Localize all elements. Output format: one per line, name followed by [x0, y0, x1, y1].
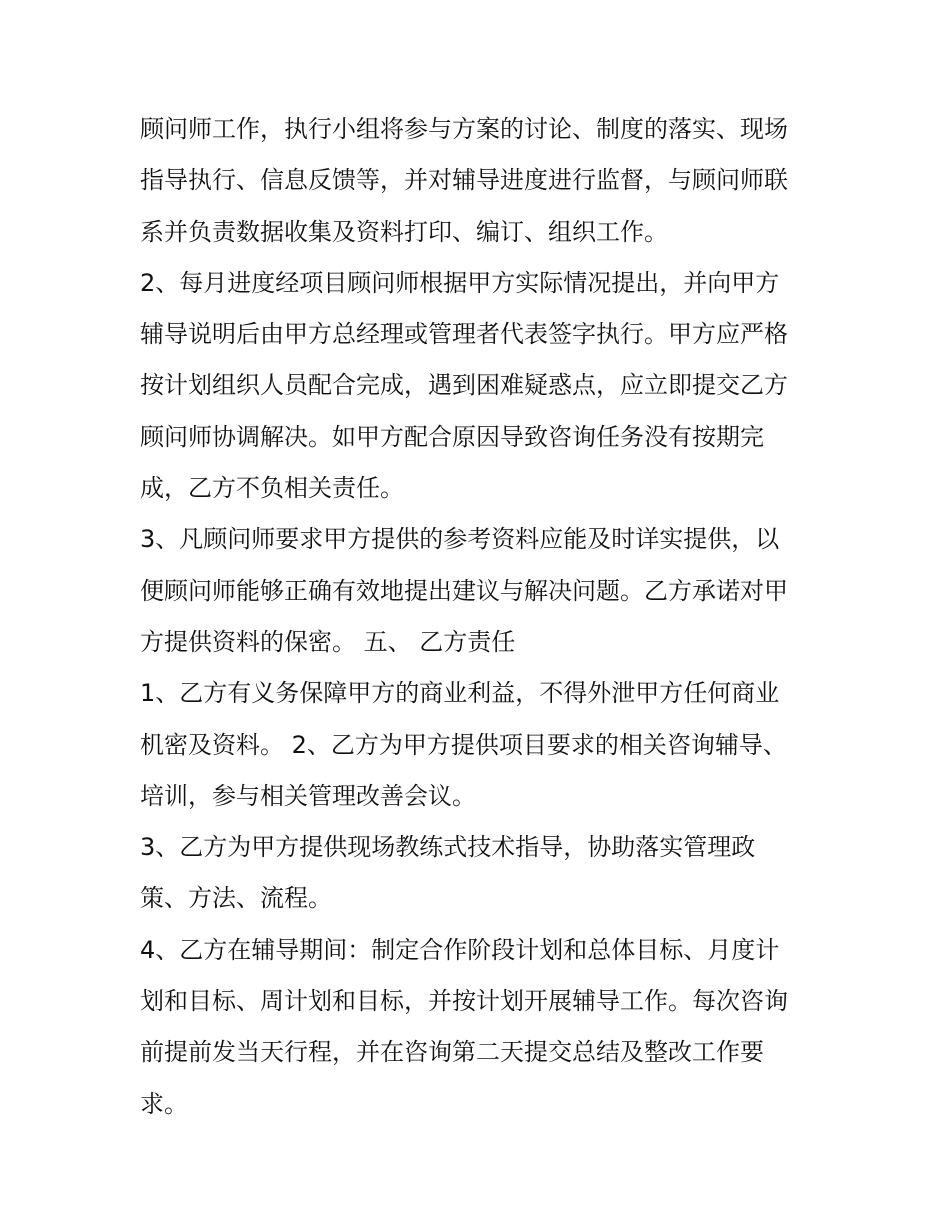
text-line: 机密及资料。 2、乙方为甲方提供项目要求的相关咨询辅导、: [140, 730, 787, 759]
text-line: 按计划组织人员配合完成，遇到困难疑惑点，应立即提交乙方: [140, 371, 788, 400]
text-line: 辅导说明后由甲方总经理或管理者代表签字执行。甲方应严格: [140, 320, 788, 349]
text-line: 成，乙方不负相关责任。: [140, 474, 404, 503]
text-line: 系并负责数据收集及资料打印、编订、组织工作。: [140, 217, 668, 246]
text-line: 2、每月进度经项目顾问师根据甲方实际情况提出，并向甲方: [140, 268, 780, 297]
text-line: 顾问师协调解决。如甲方配合原因导致咨询任务没有按期完: [140, 422, 764, 451]
text-line: 顾问师工作，执行小组将参与方案的讨论、制度的落实、现场: [140, 115, 788, 143]
text-line: 求。: [140, 1089, 188, 1118]
text-line: 划和目标、周计划和目标，并按计划开展辅导工作。每次咨询: [140, 987, 788, 1016]
text-line: 3、乙方为甲方提供现场教练式技术指导，协助落实管理政: [140, 833, 756, 862]
text-line: 4、乙方在辅导期间：制定合作阶段计划和总体目标、月度计: [140, 935, 780, 964]
text-line: 培训，参与相关管理改善会议。: [140, 781, 476, 810]
text-line: 策、方法、流程。: [140, 884, 332, 913]
text-line: 方提供资料的保密。 五、 乙方责任: [140, 627, 516, 656]
text-line: 前提前发当天行程，并在咨询第二天提交总结及整改工作要: [140, 1038, 764, 1067]
text-line: 1、乙方有义务保障甲方的商业利益，不得外泄甲方任何商业: [140, 679, 780, 708]
text-line: 指导执行、信息反馈等，并对辅导进度进行监督，与顾问师联: [140, 166, 788, 195]
document-body: [140, 104, 830, 1130]
text-line: 3、凡顾问师要求甲方提供的参考资料应能及时详实提供，以: [140, 525, 780, 554]
text-line: 便顾问师能够正确有效地提出建议与解决问题。乙方承诺对甲: [140, 576, 788, 605]
